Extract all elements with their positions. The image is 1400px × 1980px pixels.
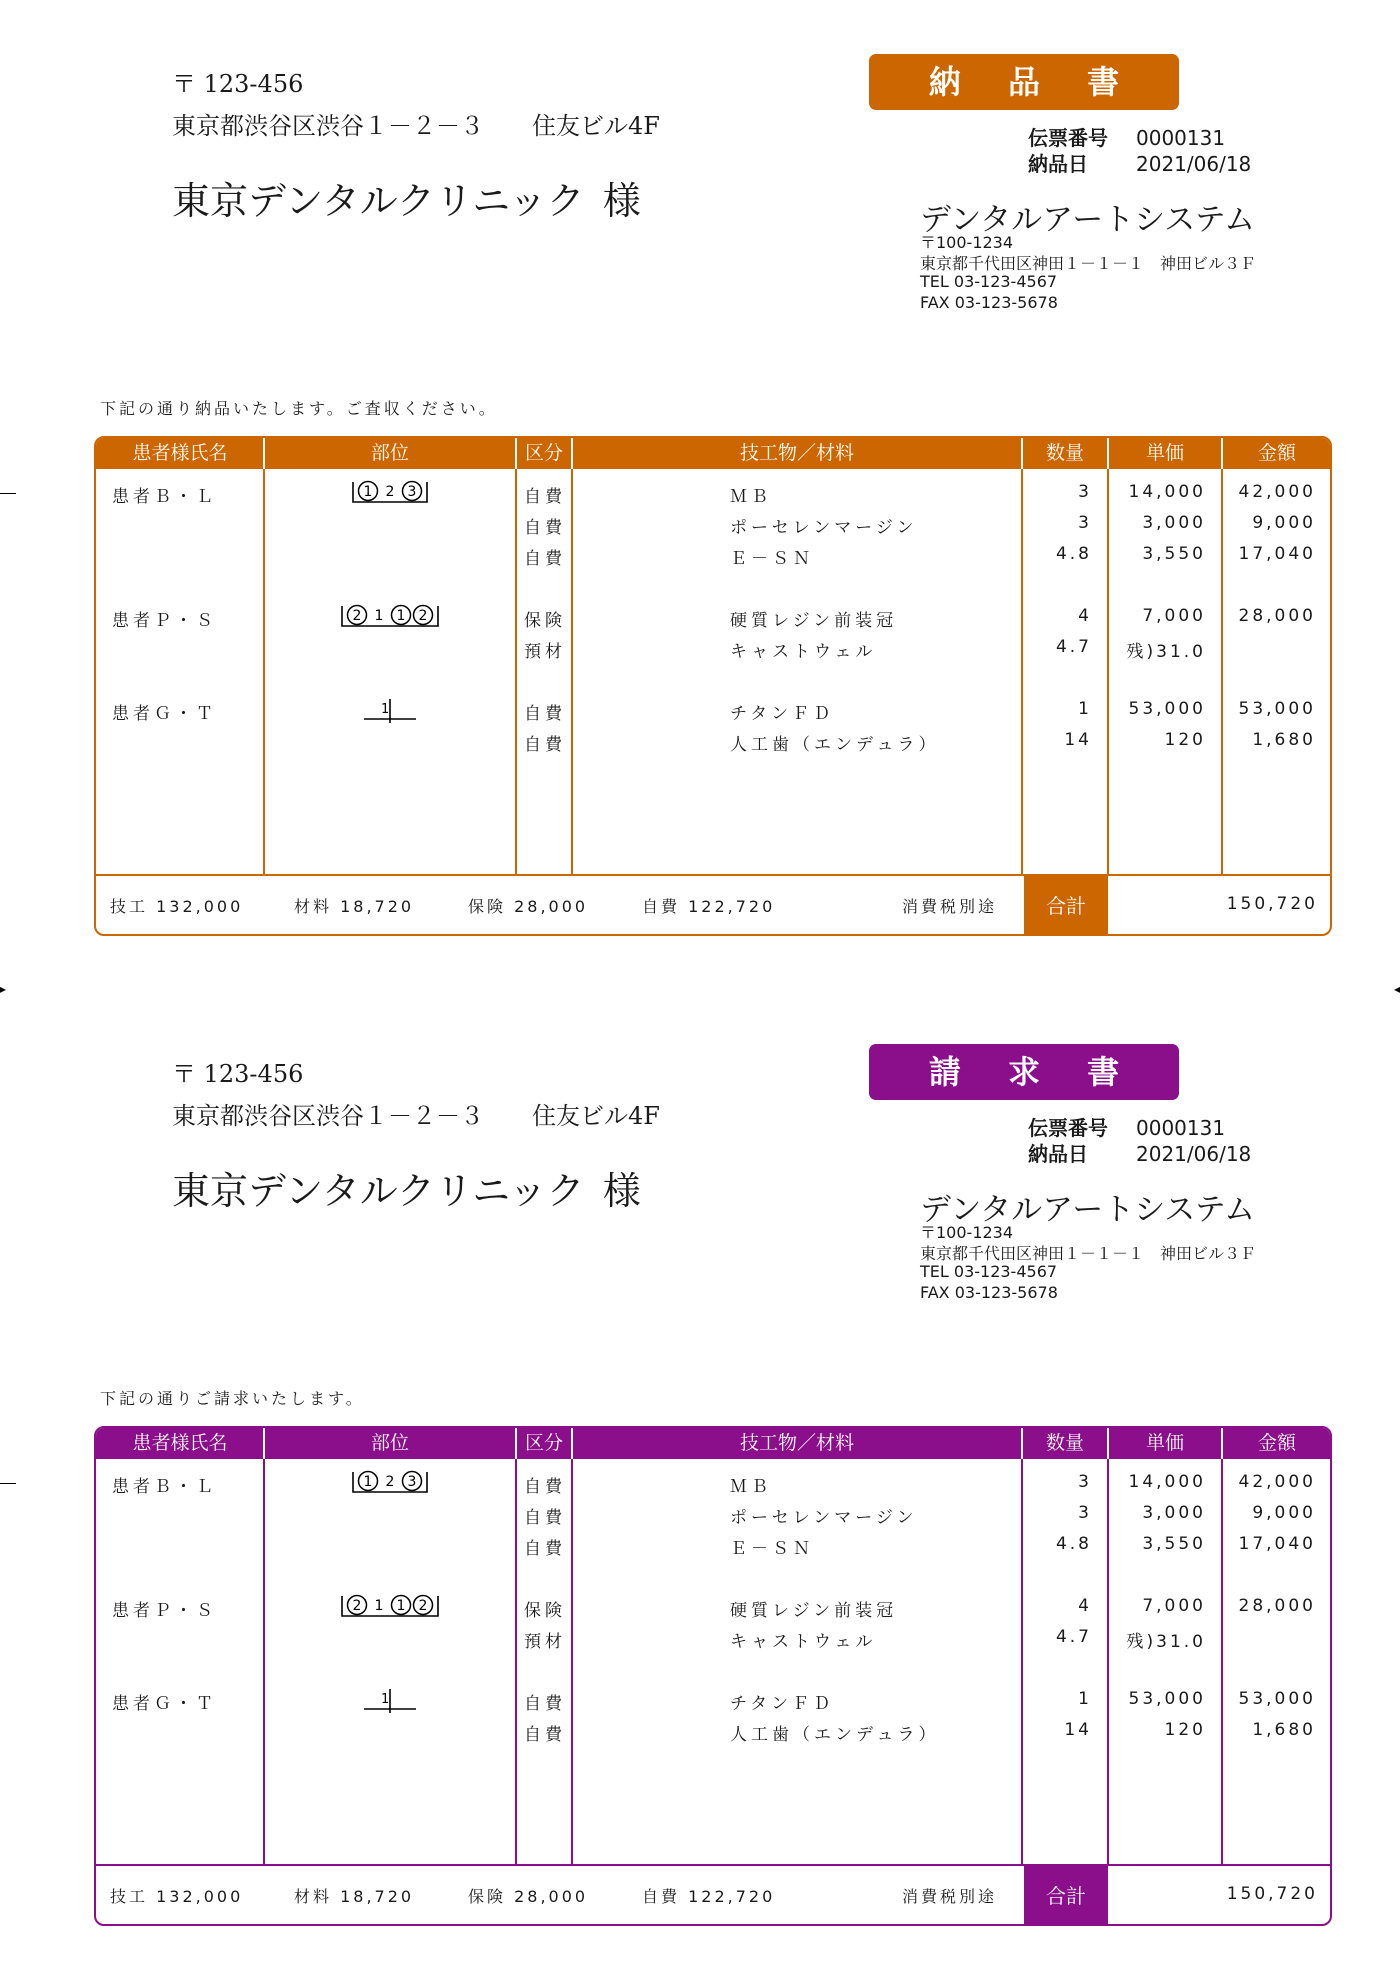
- item-cell: チタンＦＤ: [730, 704, 835, 724]
- qty-cell: 14: [1064, 1720, 1092, 1740]
- header-divider: [1221, 438, 1223, 469]
- unit-cell: 3,000: [1142, 1503, 1206, 1523]
- footer-insurance: 保険 28,000: [468, 1887, 589, 1906]
- column-header: 患者様氏名: [132, 442, 228, 464]
- category-cell: 保険: [524, 1601, 566, 1621]
- slip-number: 0000131: [1136, 1116, 1226, 1140]
- tooth-chart-2-svg: [339, 600, 441, 632]
- item-cell: Ｅ－ＳＮ: [730, 549, 814, 569]
- slip-number-label: 伝票番号: [1028, 1116, 1108, 1140]
- tooth-number: 2: [418, 608, 428, 624]
- column-header: 金額: [1257, 1432, 1296, 1454]
- footer-divider: [96, 1864, 1330, 1866]
- header-divider: [1107, 1428, 1109, 1459]
- amount-cell: 53,000: [1238, 1689, 1316, 1709]
- column-divider: [1021, 438, 1023, 876]
- tooth-number: 1: [396, 608, 406, 624]
- footer-material: 材料 18,720: [294, 897, 415, 916]
- column-header: 単価: [1145, 1432, 1184, 1454]
- category-cell: 自費: [524, 704, 566, 724]
- tooth-number: 1: [363, 484, 373, 500]
- qty-cell: 4.7: [1055, 637, 1092, 657]
- issuer-postal: 〒100-1234: [920, 233, 1014, 252]
- column-header: 区分: [524, 442, 563, 464]
- item-cell: 人工歯（エンデュラ）: [730, 1725, 940, 1745]
- left-margin-tick: [0, 493, 16, 494]
- column-header: 患者様氏名: [132, 1432, 228, 1454]
- customer-name-block: [172, 170, 641, 225]
- tooth-number: 1: [374, 1598, 384, 1614]
- item-cell: 人工歯（エンデュラ）: [730, 735, 940, 755]
- tooth-number: 2: [385, 484, 395, 500]
- delivery-date-label: 納品日: [1028, 1142, 1088, 1166]
- unit-cell: 53,000: [1128, 699, 1206, 719]
- item-cell: 硬質レジン前装冠: [730, 1601, 898, 1621]
- column-divider: [263, 1428, 265, 1866]
- customer-honorific: 様: [602, 1169, 641, 1213]
- qty-cell: 4.8: [1055, 1534, 1092, 1554]
- item-cell: Ｅ－ＳＮ: [730, 1539, 814, 1559]
- column-divider: [571, 438, 573, 876]
- footer-private: 自費 122,720: [642, 897, 776, 916]
- column-divider: [1107, 438, 1109, 876]
- customer-postal: 〒 123-456: [172, 70, 304, 98]
- header-divider: [1021, 1428, 1023, 1459]
- table-header: [96, 438, 1330, 469]
- header-divider: [515, 1428, 517, 1459]
- column-header: 部位: [370, 442, 409, 464]
- delivery-date-row: [1028, 1138, 1251, 1167]
- tooth-number: 1: [363, 1474, 373, 1490]
- amount-cell: 42,000: [1238, 482, 1316, 502]
- customer-name-block: [172, 1160, 641, 1215]
- unit-cell: 14,000: [1128, 1472, 1206, 1492]
- left-fold-arrow-icon: ▸: [0, 982, 7, 996]
- column-divider: [515, 1428, 517, 1866]
- category-cell: 預材: [524, 1632, 566, 1652]
- patient-name: 患者Ｇ・Ｔ: [112, 704, 217, 724]
- category-cell: 自費: [524, 1508, 566, 1528]
- issuer-fax: FAX 03-123-5678: [920, 293, 1058, 312]
- tooth-chart-1: [350, 476, 430, 512]
- item-cell: ＭＢ: [730, 1477, 772, 1497]
- patient-name: 患者Ｇ・Ｔ: [112, 1694, 217, 1714]
- qty-cell: 4: [1078, 606, 1092, 626]
- tooth-chart-1-svg: [350, 476, 430, 508]
- unit-cell: 7,000: [1142, 606, 1206, 626]
- unit-cell: 残)31.0: [1126, 642, 1206, 662]
- category-cell: 自費: [524, 1477, 566, 1497]
- amount-cell: 17,040: [1238, 1534, 1316, 1554]
- header-divider: [571, 438, 573, 469]
- item-cell: チタンＦＤ: [730, 1694, 835, 1714]
- tooth-chart-2: [339, 600, 441, 636]
- column-divider: [515, 438, 517, 876]
- tooth-chart-2-svg: [339, 1590, 441, 1622]
- item-cell: ＭＢ: [730, 487, 772, 507]
- amount-cell: 42,000: [1238, 1472, 1316, 1492]
- header-divider: [515, 438, 517, 469]
- footer-insurance: 保険 28,000: [468, 897, 589, 916]
- item-cell: 硬質レジン前装冠: [730, 611, 898, 631]
- amount-cell: 9,000: [1252, 513, 1316, 533]
- tooth-number: 1: [396, 1598, 406, 1614]
- column-header: 技工物／材料: [739, 1432, 854, 1454]
- footer-material: 材料 18,720: [294, 1887, 415, 1906]
- unit-cell: 7,000: [1142, 1596, 1206, 1616]
- header-divider: [1221, 1428, 1223, 1459]
- tooth-chart-3-svg: [362, 1683, 418, 1715]
- issuer-fax: FAX 03-123-5678: [920, 1283, 1058, 1302]
- tooth-number: 3: [407, 1474, 417, 1490]
- customer-name: 東京デンタルクリニック: [172, 179, 585, 223]
- tooth-number: 1: [374, 608, 384, 624]
- slip-number-label: 伝票番号: [1028, 126, 1108, 150]
- amount-cell: 53,000: [1238, 699, 1316, 719]
- column-divider: [1021, 1428, 1023, 1866]
- item-cell: キャストウェル: [730, 642, 877, 662]
- issuer-postal: 〒100-1234: [920, 1223, 1014, 1242]
- tooth-number: 1: [381, 1692, 390, 1707]
- document-title: 請 求 書: [869, 1044, 1179, 1100]
- tooth-number: 2: [352, 1598, 362, 1614]
- column-divider: [1221, 438, 1223, 876]
- right-fold-arrow-icon: ◂: [1393, 982, 1400, 996]
- slip-number: 0000131: [1136, 126, 1226, 150]
- footer-tax_note: 消費税別途: [902, 1887, 998, 1906]
- slip-number-row: [1028, 1112, 1225, 1141]
- unit-cell: 14,000: [1128, 482, 1206, 502]
- tooth-chart-1-svg: [350, 1466, 430, 1498]
- column-header: 単価: [1145, 442, 1184, 464]
- tooth-chart-3: [362, 693, 418, 729]
- patient-name: 患者Ｐ・Ｓ: [112, 611, 217, 631]
- amount-cell: 9,000: [1252, 1503, 1316, 1523]
- customer-postal: 〒 123-456: [172, 1060, 304, 1088]
- unit-cell: 120: [1164, 730, 1206, 750]
- category-cell: 自費: [524, 735, 566, 755]
- unit-cell: 3,550: [1142, 1534, 1206, 1554]
- column-divider: [1221, 1428, 1223, 1866]
- qty-cell: 4.7: [1055, 1627, 1092, 1647]
- column-header: 区分: [524, 1432, 563, 1454]
- tooth-chart-2: [339, 1590, 441, 1626]
- column-header: 技工物／材料: [739, 442, 854, 464]
- category-cell: 保険: [524, 611, 566, 631]
- delivery-date-row: [1028, 148, 1251, 177]
- issuer-address: 東京都千代田区神田１－１－１ 神田ビル３Ｆ: [920, 1244, 1257, 1263]
- column-divider: [263, 438, 265, 876]
- unit-cell: 120: [1164, 1720, 1206, 1740]
- unit-cell: 残)31.0: [1126, 1632, 1206, 1652]
- column-header: 数量: [1045, 442, 1084, 464]
- qty-cell: 4: [1078, 1596, 1092, 1616]
- qty-cell: 3: [1078, 482, 1092, 502]
- column-divider: [1107, 1428, 1109, 1866]
- qty-cell: 1: [1078, 1689, 1092, 1709]
- tooth-number: 2: [418, 1598, 428, 1614]
- customer-name: 東京デンタルクリニック: [172, 1169, 585, 1213]
- header-divider: [571, 1428, 573, 1459]
- tooth-chart-3: [362, 1683, 418, 1719]
- invoice-slip: [0, 990, 1400, 1980]
- qty-cell: 1: [1078, 699, 1092, 719]
- unit-cell: 3,000: [1142, 513, 1206, 533]
- customer-honorific: 様: [602, 179, 641, 223]
- category-cell: 自費: [524, 1725, 566, 1745]
- tooth-chart-1: [350, 1466, 430, 1502]
- amount-cell: 1,680: [1252, 1720, 1316, 1740]
- column-header: 金額: [1257, 442, 1296, 464]
- tooth-number: 2: [352, 608, 362, 624]
- qty-cell: 14: [1064, 730, 1092, 750]
- footer-divider: [96, 874, 1330, 876]
- footer-private: 自費 122,720: [642, 1887, 776, 1906]
- category-cell: 自費: [524, 487, 566, 507]
- header-divider: [263, 1428, 265, 1459]
- category-cell: 自費: [524, 1694, 566, 1714]
- tooth-number: 1: [381, 702, 390, 717]
- document-title: 納 品 書: [869, 54, 1179, 110]
- category-cell: 自費: [524, 549, 566, 569]
- category-cell: 自費: [524, 518, 566, 538]
- amount-cell: 17,040: [1238, 544, 1316, 564]
- header-divider: [1107, 438, 1109, 469]
- header-divider: [263, 438, 265, 469]
- category-cell: 預材: [524, 642, 566, 662]
- issuer-tel: TEL 03-123-4567: [920, 1262, 1058, 1281]
- issuer-name: デンタルアートシステム: [920, 1192, 1256, 1228]
- issuer-tel: TEL 03-123-4567: [920, 272, 1058, 291]
- items-table: [94, 1426, 1332, 1926]
- qty-cell: 3: [1078, 1503, 1092, 1523]
- grand-total: 150,720: [1226, 1884, 1318, 1904]
- left-margin-tick: [0, 1483, 16, 1484]
- table-header: [96, 1428, 1330, 1459]
- patient-name: 患者Ｐ・Ｓ: [112, 1601, 217, 1621]
- footer-labor: 技工 132,000: [110, 897, 244, 916]
- footer-labor: 技工 132,000: [110, 1887, 244, 1906]
- qty-cell: 3: [1078, 513, 1092, 533]
- intro-text: 下記の通り納品いたします。ご査収ください。: [100, 399, 498, 418]
- patient-name: 患者Ｂ・Ｌ: [112, 487, 217, 507]
- column-header: 数量: [1045, 1432, 1084, 1454]
- qty-cell: 4.8: [1055, 544, 1092, 564]
- intro-text: 下記の通りご請求いたします。: [100, 1389, 365, 1408]
- amount-cell: 28,000: [1238, 606, 1316, 626]
- tooth-number: 3: [407, 484, 417, 500]
- item-cell: キャストウェル: [730, 1632, 877, 1652]
- footer-tax_note: 消費税別途: [902, 897, 998, 916]
- delivery-date: 2021/06/18: [1136, 152, 1252, 176]
- tooth-number: 2: [385, 1474, 395, 1490]
- item-cell: ポーセレンマージン: [730, 518, 918, 538]
- grand-total: 150,720: [1226, 894, 1318, 914]
- amount-cell: 28,000: [1238, 1596, 1316, 1616]
- items-table: [94, 436, 1332, 936]
- column-divider: [571, 1428, 573, 1866]
- column-header: 部位: [370, 1432, 409, 1454]
- delivery-date: 2021/06/18: [1136, 1142, 1252, 1166]
- total-label: 合計: [1024, 1866, 1108, 1926]
- issuer-address: 東京都千代田区神田１－１－１ 神田ビル３Ｆ: [920, 254, 1257, 273]
- issuer-name: デンタルアートシステム: [920, 202, 1256, 238]
- category-cell: 自費: [524, 1539, 566, 1559]
- patient-name: 患者Ｂ・Ｌ: [112, 1477, 217, 1497]
- tooth-chart-3-svg: [362, 693, 418, 725]
- unit-cell: 3,550: [1142, 544, 1206, 564]
- customer-address: 東京都渋谷区渋谷１－２－３ 住友ビル4F: [172, 1102, 660, 1130]
- amount-cell: 1,680: [1252, 730, 1316, 750]
- slip-number-row: [1028, 122, 1225, 151]
- item-cell: ポーセレンマージン: [730, 1508, 918, 1528]
- qty-cell: 3: [1078, 1472, 1092, 1492]
- unit-cell: 53,000: [1128, 1689, 1206, 1709]
- customer-address: 東京都渋谷区渋谷１－２－３ 住友ビル4F: [172, 112, 660, 140]
- delivery-date-label: 納品日: [1028, 152, 1088, 176]
- header-divider: [1021, 438, 1023, 469]
- total-label: 合計: [1024, 876, 1108, 936]
